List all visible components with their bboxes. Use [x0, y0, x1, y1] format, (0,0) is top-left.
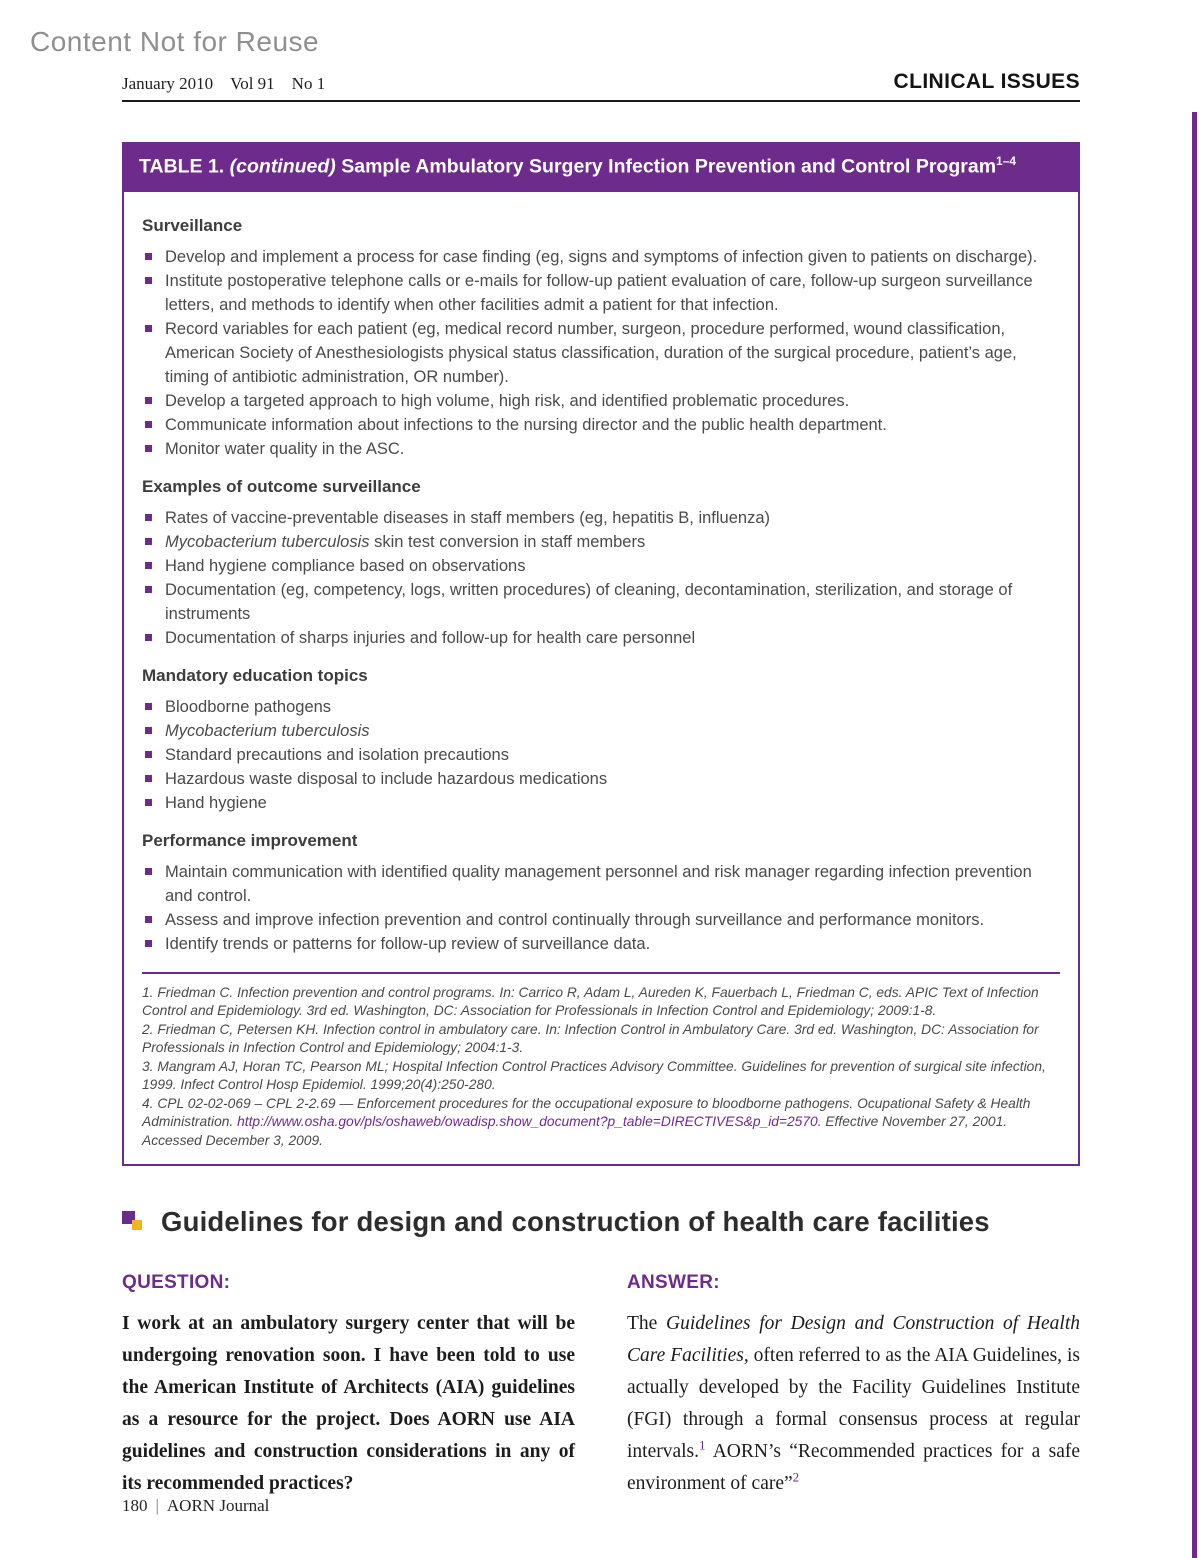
yellow-square-icon	[132, 1220, 142, 1230]
article-title: Guidelines for design and construction of health care facilities	[161, 1206, 990, 1238]
bullet-item: Rates of vaccine-preventable diseases in staff members (eg, hepatitis B, influenza)	[142, 506, 1060, 530]
question-label: QUESTION:	[122, 1272, 231, 1294]
bullet-item: Hand hygiene	[142, 791, 1060, 815]
section-heading: Performance improvement	[142, 830, 358, 850]
bullet-list	[142, 695, 1060, 815]
page-edge-stripe	[1192, 112, 1197, 1558]
bullet-item: Develop a targeted approach to high volume, high risk, and identified problematic procedures.	[142, 389, 1060, 413]
bullet-item: Monitor water quality in the ASC.	[142, 437, 1060, 461]
table-footnotes	[142, 972, 1060, 1151]
table-title-prefix: TABLE 1.	[139, 155, 230, 178]
table-sections	[142, 216, 1060, 956]
footnote: 4. CPL 02-02-069 – CPL 2-2.69 — Enforcement procedures for the occupational exposure to bloodborne pathogens. Ocupational Safety & Health Administration. http://www.osha.gov/pls/oshaweb/owadisp.show_document?p_table=DIRECTIVES&p_id=2570. Effective November 27, 2001. Accessed December 3, 2009.	[142, 1095, 1031, 1148]
page-footer	[122, 1496, 269, 1516]
bullet-item: Assess and improve infection prevention and control continually through surveillance and performance monitors.	[142, 908, 1060, 932]
bullet-item: Hand hygiene compliance based on observations	[142, 554, 1060, 578]
footnote: 3. Mangram AJ, Horan TC, Pearson ML; Hospital Infection Control Practices Advisory Committee. Guidelines for prevention of surgical site infection, 1999. Infect Control Hosp Epidemiol. 1999;20(4):250-280.	[142, 1058, 1046, 1093]
bullet-list	[142, 860, 1060, 956]
page-content	[122, 70, 1080, 1500]
section-heading: Mandatory education topics	[142, 665, 368, 685]
answer-column	[627, 1272, 1080, 1500]
bullet-item: Standard precautions and isolation precautions	[142, 743, 1060, 767]
table-title-continued: (continued)	[229, 155, 336, 178]
bullet-item: Documentation of sharps injuries and follow-up for health care personnel	[142, 626, 1060, 650]
bullet-item: Develop and implement a process for case finding (eg, signs and symptoms of infection given to patients on discharge).	[142, 245, 1060, 269]
watermark-text: Content Not for Reuse	[30, 26, 320, 57]
table-title-superscript: 1–4	[996, 154, 1017, 168]
section-heading: Examples of outcome surveillance	[142, 476, 421, 496]
footnote: 1. Friedman C. Infection prevention and control programs. In: Carrico R, Adam L, Aureden K, Fauerbach L, Friedman C, eds. APIC Text of Infection Control and Epidemiology. 3rd ed. Washington, DC: Association for Professionals in Infection Control and Epidemiology; 2009:1-8.	[142, 984, 1039, 1019]
footnote-link[interactable]: http://www.osha.gov/pls/oshaweb/owadisp.show_document?p_table=DIRECTIVES&p_id=2570	[237, 1114, 818, 1130]
bullet-item: Maintain communication with identified quality management personnel and risk manager regarding infection prevention and control.	[142, 860, 1060, 908]
bullet-item: Mycobacterium tuberculosis skin test conversion in staff members	[142, 530, 1060, 554]
footer-separator: |	[155, 1496, 159, 1515]
bullet-item: Hazardous waste disposal to include hazardous medications	[142, 767, 1060, 791]
bullet-item: Mycobacterium tuberculosis	[142, 719, 1060, 743]
bullet-item: Bloodborne pathogens	[142, 695, 1060, 719]
bullet-item: Communicate information about infections to the nursing director and the public health department.	[142, 413, 1060, 437]
page-number: 180	[122, 1496, 148, 1515]
journal-name: AORN Journal	[166, 1496, 270, 1515]
answer-text: The Guidelines for Design and Construction of Health Care Facilities, often referred to as the AIA Guidelines, is actually developed by the Facility Guidelines Institute (FGI) through a formal consensus process at regular intervals.$^1$ AORN’s “Recommended practices for a safe environment of care”$^2$	[627, 1313, 1080, 1495]
answer-label: ANSWER:	[627, 1272, 720, 1294]
bullet-item: Identify trends or patterns for follow-up review of surveillance data.	[142, 932, 1060, 956]
article-header	[122, 1206, 1080, 1238]
table-1	[122, 142, 1080, 1166]
section-heading: Surveillance	[142, 215, 243, 235]
bullet-item: Record variables for each patient (eg, medical record number, surgeon, procedure performed, wound classification, American Society of Anesthesiologists physical status classification, duration of the surgical procedure, patient’s age, timing of antibiotic administration, OR number).	[142, 317, 1060, 389]
page-header	[122, 70, 1080, 102]
section-title: CLINICAL ISSUES	[893, 70, 1080, 93]
bullet-item: Documentation (eg, competency, logs, written procedures) of cleaning, decontamination, sterilization, and storage of instruments	[142, 578, 1060, 626]
table-body	[122, 192, 1080, 1167]
question-column	[122, 1272, 575, 1500]
table-title-main: Sample Ambulatory Surgery Infection Prevention and Control Program	[335, 155, 997, 178]
footnote: 2. Friedman C, Petersen KH. Infection control in ambulatory care. In: Infection Control in Ambulatory Care. 3rd ed. Washington, DC: Association for Professionals in Infection Control and Epidemiology; 2004:1-3.	[142, 1021, 1039, 1056]
bullet-list	[142, 245, 1060, 461]
qa-columns	[122, 1272, 1080, 1500]
bullet-item: Institute postoperative telephone calls or e-mails for follow-up patient evaluation of care, follow-up surgeon surveillance letters, and methods to identify when other facilities admit a patient for that infection.	[142, 269, 1060, 317]
table-title	[122, 142, 1080, 192]
section-marker-icon	[122, 1209, 146, 1235]
issue-info: January 2010 Vol 91 No 1	[122, 74, 326, 93]
question-text: I work at an ambulatory surgery center that will be undergoing renovation soon. I have been told to use the American Institute of Architects (AIA) guidelines as a resource for the project. Does AORN use AIA guidelines and construction considerations in any of its recommended practices?	[122, 1313, 575, 1495]
bullet-list	[142, 506, 1060, 650]
